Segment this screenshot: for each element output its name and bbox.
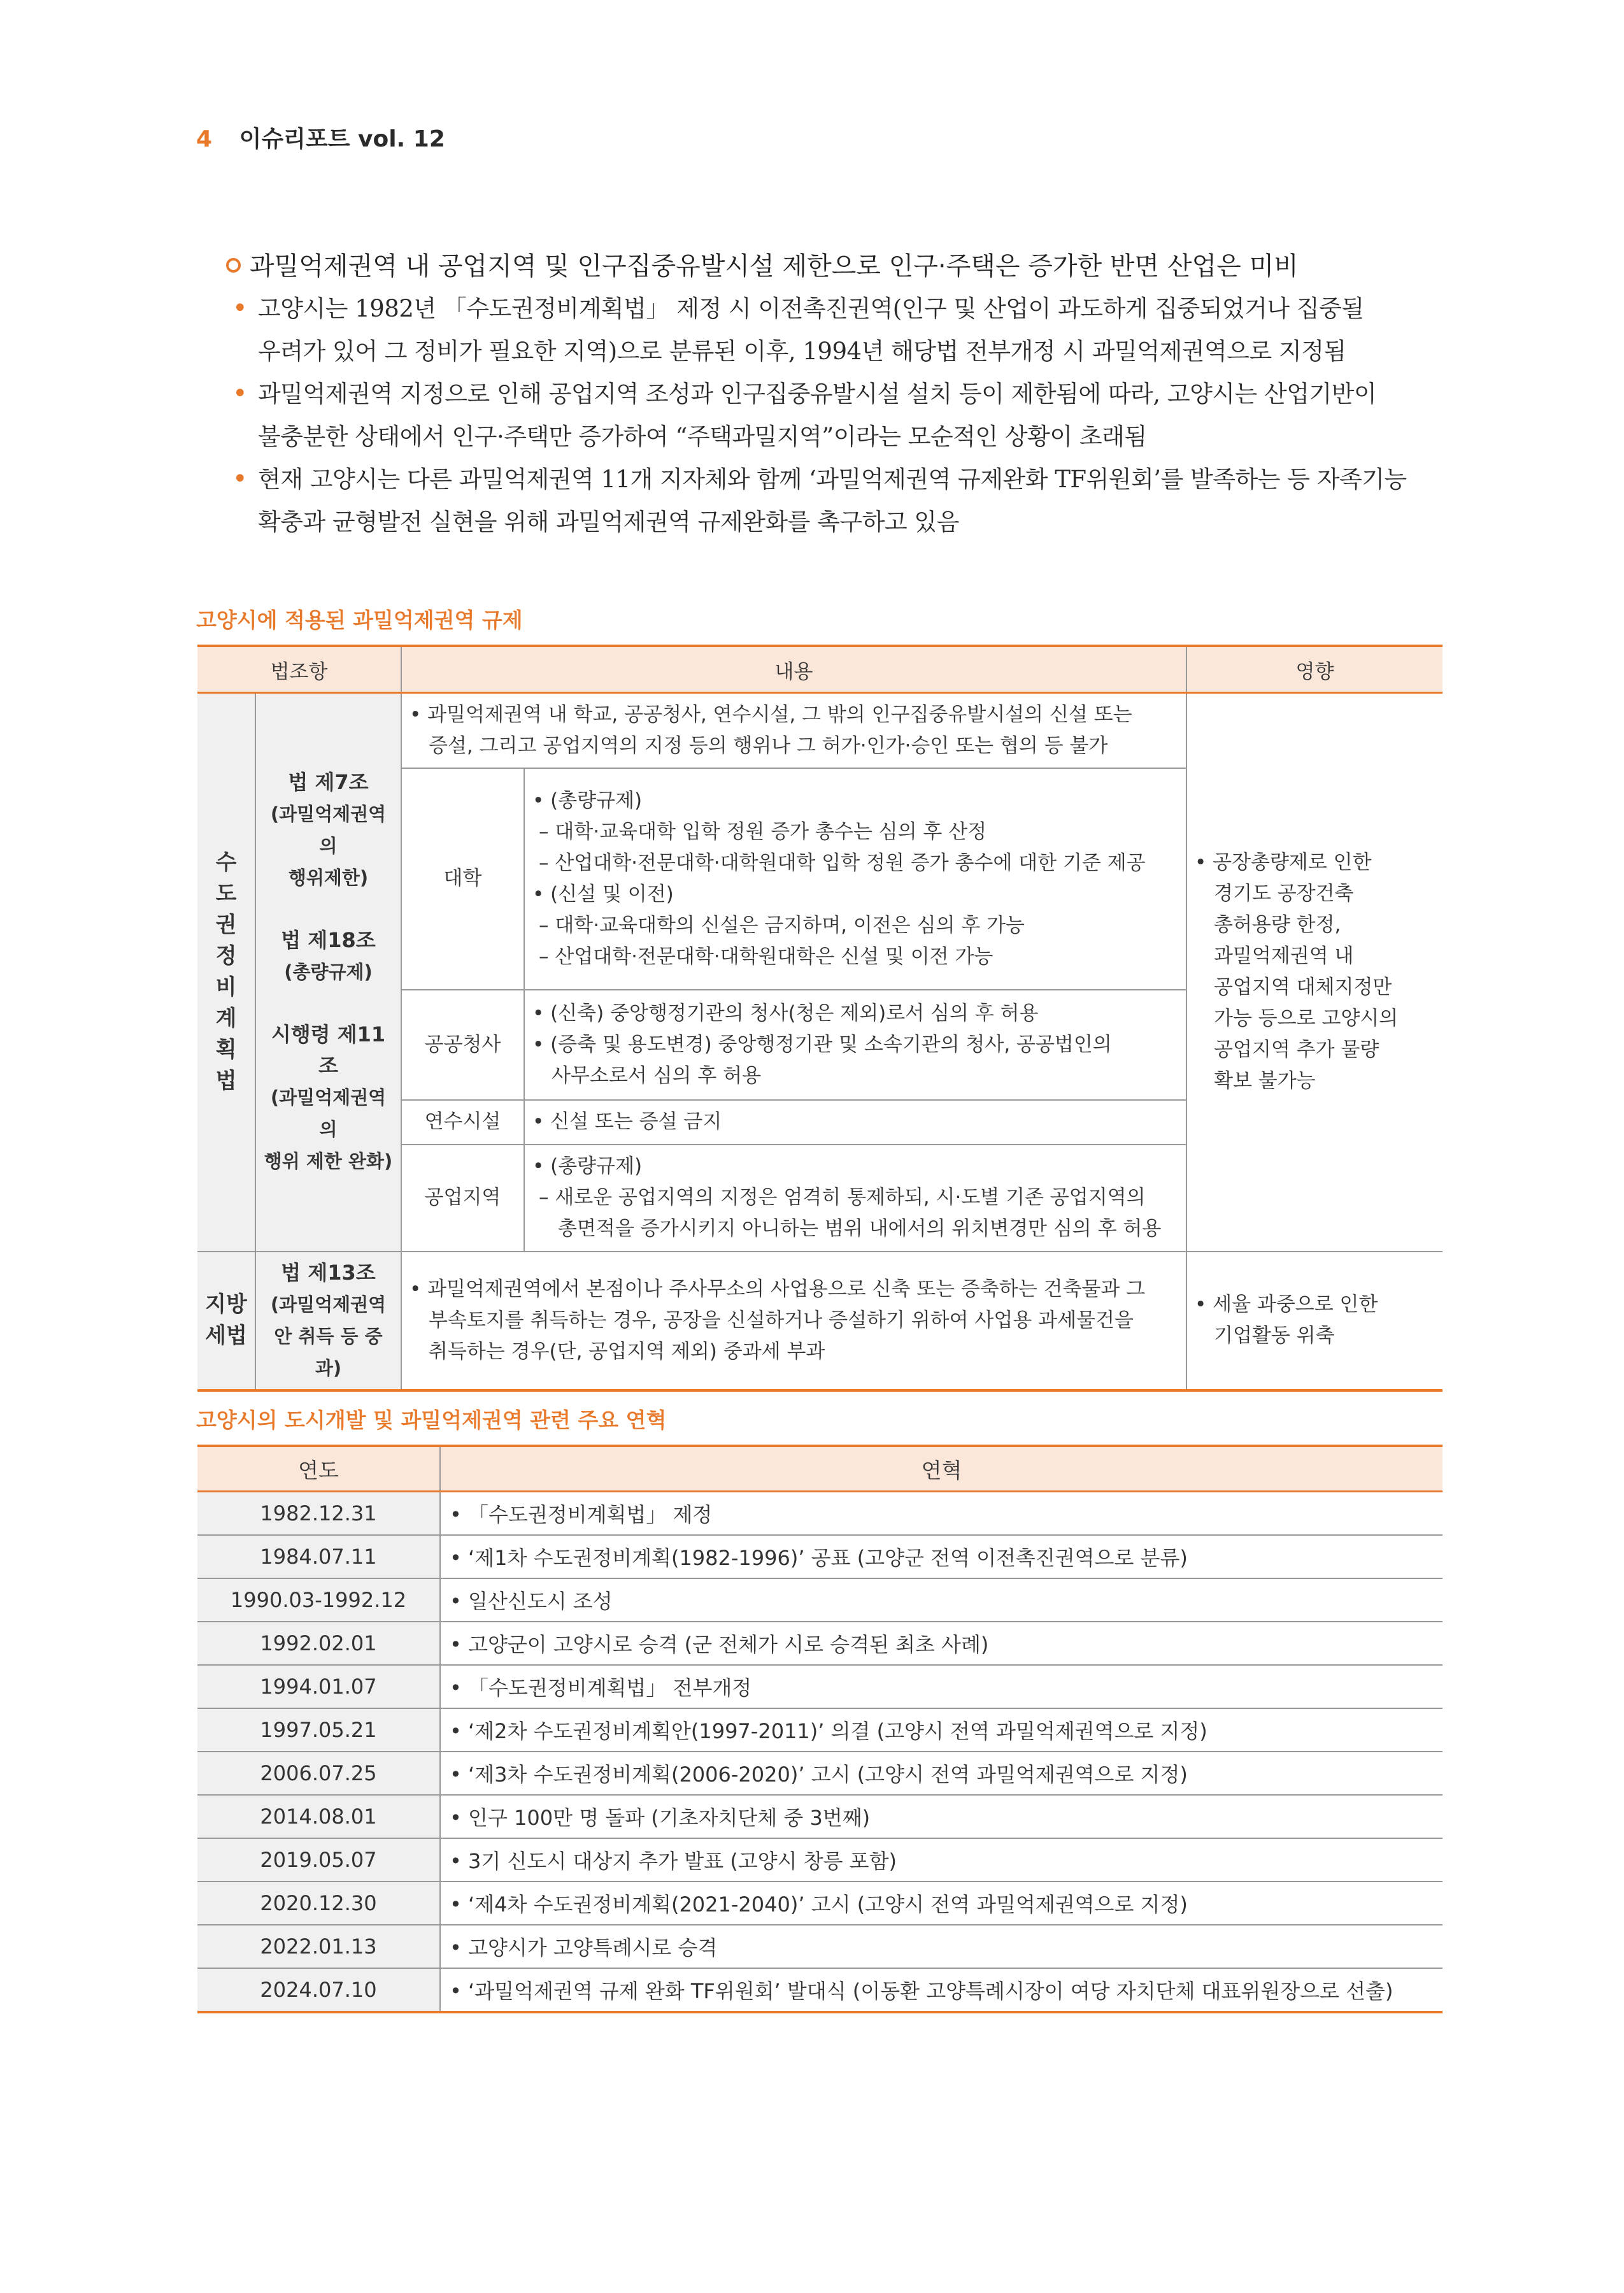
general-restriction: • 과밀억제권역 내 학교, 공공청사, 연수시설, 그 밖의 인구집중유발시설의 신설 또는 증설, 그리고 공업지역의 지정 등의 행위나 그 허가·인가·승인 또는 협의 등 불가: [401, 693, 1186, 768]
event-cell: • 인구 100만 명 돌파 (기초자치단체 중 3번째): [440, 1795, 1442, 1838]
table-row: [197, 1535, 1442, 1578]
event-cell: • 고양군이 고양시로 승격 (군 전체가 시로 승격된 최초 사례): [440, 1622, 1442, 1665]
group-name-capital-area-act: 수 도 권 정 비 계 획 법: [197, 693, 255, 1252]
industrial-rules: • (총량규제) – 새로운 공업지역의 지정은 엄격히 통제하되, 시·도별 기존 공업지역의 총면적을 증가시키지 아니하는 범위 내에서의 위치변경만 심의 후 허용: [524, 1145, 1186, 1252]
table-row: [197, 1492, 1442, 1536]
bullet-item: • 현재 고양시는 다른 과밀억제권역 11개 지자체와 함께 ‘과밀억제권역 규제완화 TF위원회’를 발족하는 등 자족기능 확충과 균형발전 실현을 위해 과밀억제권역 규제완화를 촉구하고 있음: [226, 458, 1439, 543]
regulation-table-caption: 고양시에 적용된 과밀억제권역 규제: [196, 608, 523, 632]
event-cell: • 「수도권정비계획법」 제정: [440, 1492, 1442, 1536]
section-heading: 과밀억제권역 내 공업지역 및 인구집중유발시설 제한으로 인구·주택은 증가한 반면 산업은 미비: [226, 245, 1439, 287]
header-law: 법조항: [197, 646, 401, 693]
event-cell: • ‘과밀억제권역 규제 완화 TF위원회’ 발대식 (이동환 고양특례시장이 여당 자치단체 대표위원장으로 선출): [440, 1968, 1442, 2012]
event-cell: • 3기 신도시 대상지 추가 발표 (고양시 창릉 포함): [440, 1838, 1442, 1882]
event-cell: • ‘제1차 수도권정비계획(1982-1996)’ 공표 (고양군 전역 이전촉진권역으로 분류): [440, 1535, 1442, 1578]
local-tax-impact: • 세율 과중으로 인한 기업활동 위축: [1186, 1252, 1442, 1390]
category-training: 연수시설: [401, 1100, 524, 1145]
header-impact: 영향: [1186, 646, 1442, 693]
table-row: [197, 1882, 1442, 1925]
table-row: [197, 1665, 1442, 1708]
university-rules: • (총량규제) – 대학·교육대학 입학 정원 증가 총수는 심의 후 산정 – 산업대학·전문대학·대학원대학 입학 정원 증가 총수에 대한 기준 제공 • (신설 및 이전) – 대학·교육대학의 신설은 금지하며, 이전은 심의 후 가능 – 산업대학·전문대학·대학원대학은 신설 및 이전 가능: [524, 768, 1186, 990]
page-number: 4: [196, 126, 213, 152]
table-row: [197, 1752, 1442, 1795]
category-public-office: 공공청사: [401, 990, 524, 1100]
year-cell: 2006.07.25: [197, 1752, 440, 1795]
table-row: [197, 1968, 1442, 2012]
local-tax-content: • 과밀억제권역에서 본점이나 주사무소의 사업용으로 신축 또는 증축하는 건축물과 그 부속토지를 취득하는 경우, 공장을 신설하거나 증설하기 위하여 사업용 과세물건을 취득하는 경우(단, 공업지역 제외) 중과세 부과: [401, 1252, 1186, 1390]
table-row: [197, 1838, 1442, 1882]
year-cell: 2024.07.10: [197, 1968, 440, 2012]
year-cell: 1982.12.31: [197, 1492, 440, 1536]
year-cell: 1984.07.11: [197, 1535, 440, 1578]
law-article-13: 법 제13조 (과밀억제권역 안 취득 등 중과): [255, 1252, 401, 1390]
circle-bullet-icon: [226, 258, 241, 273]
year-cell: 1990.03-1992.12: [197, 1578, 440, 1622]
training-rules: • 신설 또는 증설 금지: [524, 1100, 1186, 1145]
report-title: 이슈리포트 vol. 12: [239, 126, 445, 152]
year-cell: 2019.05.07: [197, 1838, 440, 1882]
year-cell: 1997.05.21: [197, 1708, 440, 1752]
category-industrial: 공업지역: [401, 1145, 524, 1252]
table-row: [197, 1925, 1442, 1968]
event-cell: • ‘제4차 수도권정비계획(2021-2040)’ 고시 (고양시 전역 과밀억제권역으로 지정): [440, 1882, 1442, 1925]
header-event: 연혁: [440, 1446, 1442, 1492]
year-cell: 2022.01.13: [197, 1925, 440, 1968]
public-office-rules: • (신축) 중앙행정기관의 청사(청은 제외)로서 심의 후 허용 • (증축 및 용도변경) 중앙행정기관 및 소속기관의 청사, 공공법인의 사무소로서 심의 후 허용: [524, 990, 1186, 1100]
history-table: [197, 1445, 1442, 2013]
table-row: [197, 1578, 1442, 1622]
category-university: 대학: [401, 768, 524, 990]
event-cell: • 일산신도시 조성: [440, 1578, 1442, 1622]
history-table-caption: 고양시의 도시개발 및 과밀억제권역 관련 주요 연혁: [196, 1408, 667, 1432]
summary-section: [226, 245, 1439, 543]
year-cell: 1992.02.01: [197, 1622, 440, 1665]
event-cell: • 「수도권정비계획법」 전부개정: [440, 1665, 1442, 1708]
table-row: [197, 1795, 1442, 1838]
year-cell: 2020.12.30: [197, 1882, 440, 1925]
event-cell: • 고양시가 고양특례시로 승격: [440, 1925, 1442, 1968]
bullet-item: • 과밀억제권역 지정으로 인해 공업지역 조성과 인구집중유발시설 설치 등이 제한됨에 따라, 고양시는 산업기반이 불충분한 상태에서 인구·주택만 증가하여 “주택과밀지역”이라는 모순적인 상황이 초래됨: [226, 373, 1439, 458]
year-cell: 1994.01.07: [197, 1665, 440, 1708]
bullet-list: [226, 287, 1439, 543]
event-cell: • ‘제3차 수도권정비계획(2006-2020)’ 고시 (고양시 전역 과밀억제권역으로 지정): [440, 1752, 1442, 1795]
regulation-table: [197, 645, 1442, 1392]
header-year: 연도: [197, 1446, 440, 1492]
impact-cell: • 공장총량제로 인한 경기도 공장건축 총허용량 한정, 과밀억제권역 내 공업지역 대체지정만 가능 등으로 고양시의 공업지역 추가 물량 확보 불가능: [1186, 693, 1442, 1252]
page-header: [196, 121, 445, 154]
group-name-local-tax-act: 지방 세법: [197, 1252, 255, 1390]
law-articles: 법 제7조 (과밀억제권역의 행위제한) 법 제18조 (총량규제) 시행령 제11조 (과밀억제권역의 행위 제한 완화): [255, 693, 401, 1252]
header-content: 내용: [401, 646, 1186, 693]
bullet-item: • 고양시는 1982년 「수도권정비계획법」 제정 시 이전촉진권역(인구 및 산업이 과도하게 집중되었거나 집중될 우려가 있어 그 정비가 필요한 지역)으로 분류된 이후, 1994년 해당법 전부개정 시 과밀억제권역으로 지정됨: [226, 287, 1439, 373]
event-cell: • ‘제2차 수도권정비계획안(1997-2011)’ 의결 (고양시 전역 과밀억제권역으로 지정): [440, 1708, 1442, 1752]
table-row: [197, 1622, 1442, 1665]
year-cell: 2014.08.01: [197, 1795, 440, 1838]
table-row: [197, 1708, 1442, 1752]
